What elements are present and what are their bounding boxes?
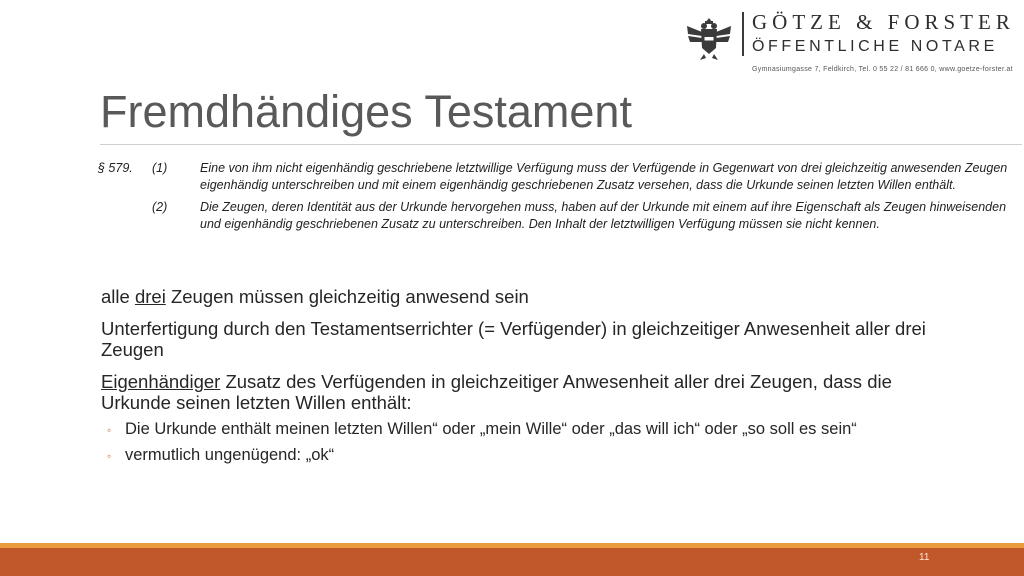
sub-point-text: Die Urkunde enthält meinen letzten Willen“ oder „mein Wille“ oder „das will ich“ oder „so soll es sein“ bbox=[125, 420, 857, 438]
law-paragraph bbox=[98, 160, 1024, 194]
circle-bullet-icon: ◦ bbox=[107, 423, 112, 437]
text-run: Zusatz des Verfügenden in gleichzeitiger Anwesenheit aller drei Zeugen, dass die Urkunde seinen letzten Willen enthält: bbox=[101, 371, 892, 413]
underlined-text: drei bbox=[134, 286, 166, 307]
law-paragraph-text: Die Zeugen, deren Identität aus der Urkunde hervorgehen muss, haben auf der Urkunde mit einem auf ihre Eigenschaft als Zeugen hinweisenden und eigenhändig geschriebenen Zusatz zu unterschreiben. Den Inhalt der letztwilligen Verfügung müssen sie nicht kennen. bbox=[200, 200, 1007, 231]
slide-body bbox=[101, 286, 951, 471]
slide-title: Fremdhändiges Testament bbox=[100, 86, 632, 137]
title-underline bbox=[100, 144, 1022, 145]
sub-point bbox=[101, 419, 951, 439]
austrian-eagle-icon bbox=[684, 12, 734, 62]
page-number: 11 bbox=[919, 552, 930, 563]
footer-bar bbox=[0, 548, 1024, 576]
circle-bullet-icon: ◦ bbox=[107, 449, 112, 463]
law-paragraph-text: Eine von ihm nicht eigenhändig geschriebene letztwillige Verfügung muss der Verfügende in Gegenwart von drei gleichzeitig anwesenden Zeugen eigenhändig unterschreiben und mit einem eigenhändig geschriebenen Zusatz versehen, dass die Urkunde seinen letzten Willen enthält. bbox=[200, 161, 1008, 192]
firm-subtitle: ÖFFENTLICHE NOTARE bbox=[752, 38, 998, 55]
firm-name: GÖTZE & FORSTER bbox=[752, 10, 1015, 34]
law-paragraph-number: (2) bbox=[152, 200, 168, 214]
text-run: alle bbox=[101, 286, 135, 307]
law-paragraph bbox=[98, 199, 1024, 233]
point-witnesses-present bbox=[101, 286, 951, 307]
point-handwritten-addendum bbox=[101, 371, 951, 413]
law-paragraph-number: (1) bbox=[152, 161, 168, 175]
header-divider bbox=[742, 12, 744, 56]
firm-address: Gymnasiumgasse 7, Feldkirch, Tel. 0 55 22 / 81 666 0, www.goetze-forster.at bbox=[752, 66, 1013, 73]
law-section-number: § 579. bbox=[98, 161, 133, 175]
point-signature: Unterfertigung durch den Testamentserrichter (= Verfügender) in gleichzeitiger Anwesenheit aller drei Zeugen bbox=[101, 318, 926, 360]
law-excerpt bbox=[98, 160, 1024, 233]
text-run: Zeugen müssen gleichzeitig anwesend sein bbox=[165, 286, 529, 307]
sub-point-text: vermutlich ungenügend: „ok“ bbox=[125, 446, 335, 464]
underlined-text: Eigenhändiger bbox=[101, 371, 221, 392]
sub-point bbox=[101, 445, 951, 465]
